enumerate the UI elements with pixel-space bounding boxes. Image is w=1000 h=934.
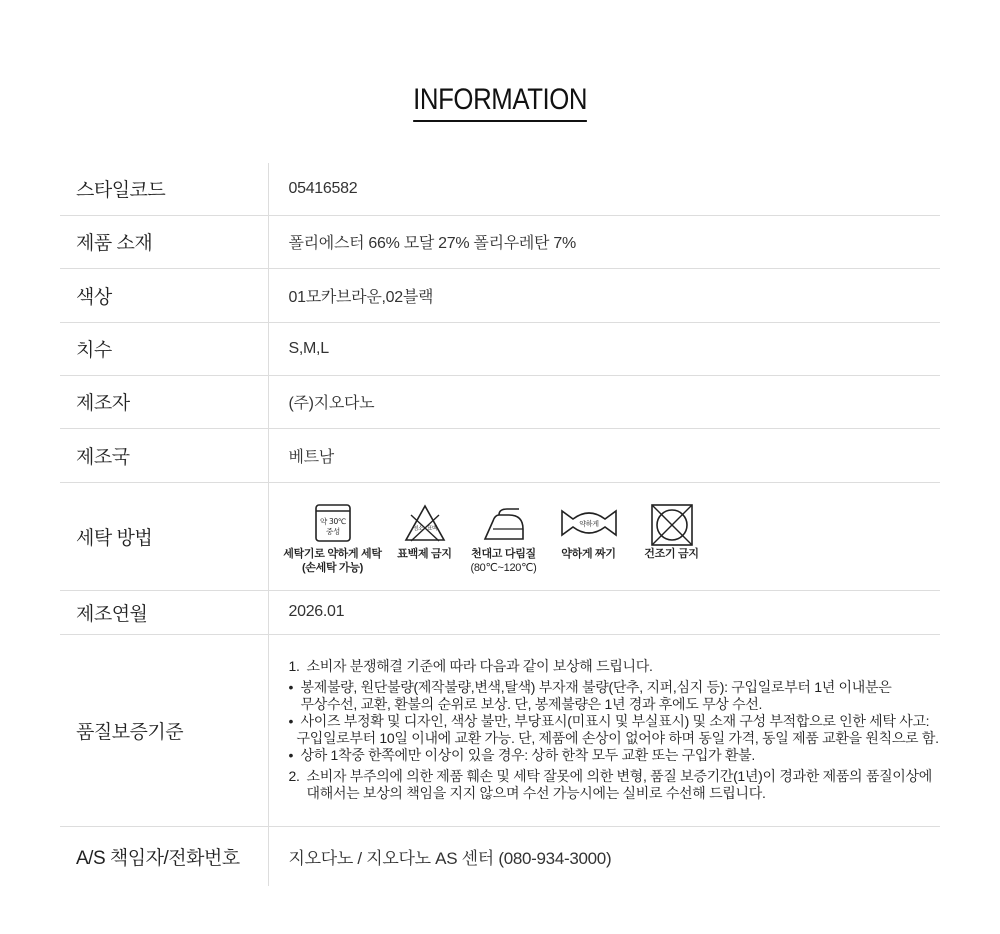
label-maker: 제조자 — [60, 375, 268, 428]
row-color — [60, 268, 940, 322]
value-as: 지오다노 / 지오다노 AS 센터 (080-934-3000) — [288, 848, 612, 868]
value-country: 베트남 — [268, 428, 940, 482]
row-date — [60, 590, 940, 634]
care-sub-iron: (80℃~120℃) — [470, 562, 537, 574]
label-country: 제조국 — [60, 428, 268, 482]
value-date: 2026.01 — [268, 590, 940, 634]
care-item-wring — [553, 503, 625, 561]
care-item-iron — [467, 503, 541, 575]
bleach-text-2: 표백 — [426, 526, 437, 532]
iron-icon — [481, 503, 527, 543]
value-wash — [268, 482, 940, 590]
care-item-bleach — [395, 503, 455, 561]
row-quality — [60, 634, 940, 826]
wring-icon — [559, 503, 619, 543]
care-icons — [283, 497, 941, 575]
row-size — [60, 322, 940, 375]
label-color: 색상 — [60, 268, 268, 322]
care-label-wring: 약하게 짜기 — [561, 548, 616, 560]
title-wrap — [0, 82, 1000, 122]
care-item-dryer — [637, 503, 707, 561]
value-style-code: 05416582 — [268, 163, 940, 215]
quality-list — [289, 658, 941, 802]
wring-text: 약하게 — [578, 520, 599, 528]
label-quality: 품질보증기준 — [60, 634, 268, 826]
bleach-text-1: 염소 — [412, 526, 423, 532]
quality-b1-line2: 무상수선, 교환, 환불의 순위로 보상. 단, 봉제불량은 1년 경과 후에도 무상 수선. — [300, 696, 763, 712]
row-maker — [60, 375, 940, 428]
quality-num-2: 2. — [288, 768, 300, 784]
care-label-wash: 세탁기로 약하게 세탁 — [283, 548, 382, 560]
quality-bullet-3 — [289, 747, 941, 764]
row-style-code — [60, 163, 940, 215]
row-country — [60, 428, 940, 482]
wash-tub-icon — [314, 503, 352, 543]
quality-b1-line1: 봉제불량, 원단불량(제작불량,변색,탈색) 부자재 불량(단추, 지퍼,심지 등): 구입일로부터 1년 이내분은 — [300, 679, 892, 695]
quality-b2-line2: 구입일로부터 10일 이내에 교환 가능. 단, 제품에 손상이 없어야 하며 동일 가격, 동일 제품 교환을 원칙으로 함. — [296, 730, 939, 746]
info-table — [60, 163, 940, 886]
label-size: 치수 — [60, 322, 268, 375]
care-label-dryer: 건조기 금지 — [644, 548, 699, 560]
care-label-bleach: 표백제 금지 — [397, 548, 452, 560]
row-wash — [60, 482, 940, 590]
label-style-code: 스타일코드 — [60, 163, 268, 215]
quality-b2-line1: 사이즈 부정확 및 디자인, 색상 불만, 부당표시(미표시 및 부실표시) 및 소재 구성 부적합으로 인한 세탁 사고: — [300, 713, 930, 729]
bullet-2: • — [288, 713, 294, 729]
label-date: 제조연월 — [60, 590, 268, 634]
quality-item-2 — [289, 768, 941, 785]
label-wash: 세탁 방법 — [60, 482, 268, 590]
value-material: 폴리에스터 66% 모달 27% 폴리우레탄 7% — [268, 215, 940, 268]
wash-temp-text: 약 30℃ — [319, 517, 346, 526]
quality-text-2-line2: 대해서는 보상의 책임을 지지 않으며 수선 가능시에는 실비로 수선해 드립니다. — [306, 785, 766, 801]
no-tumble-dry-icon — [650, 503, 694, 547]
label-material: 제품 소재 — [60, 215, 268, 268]
quality-num-1: 1. — [288, 658, 300, 674]
quality-bullet-2 — [289, 713, 941, 730]
row-material — [60, 215, 940, 268]
value-maker: (주)지오다노 — [268, 375, 940, 428]
care-sub-wash: (손세탁 가능) — [301, 562, 364, 574]
wash-detergent-text: 중성 — [325, 527, 340, 536]
value-color: 01모카브라운,02블랙 — [268, 268, 940, 322]
value-size: S,M,L — [268, 322, 940, 375]
care-label-iron: 천대고 다림질 — [471, 548, 536, 560]
quality-b3-line1: 상하 1착중 한쪽에만 이상이 있을 경우: 상하 한착 모두 교환 또는 구입가 환불. — [300, 747, 755, 763]
quality-item-1 — [289, 658, 941, 675]
page-title: INFORMATION — [413, 82, 587, 122]
quality-text-2-line1: 소비자 부주의에 의한 제품 훼손 및 세탁 잘못에 의한 변형, 품질 보증기간(1년)이 경과한 제품의 품질이상에 — [306, 768, 932, 784]
care-item-wash — [283, 503, 383, 575]
no-bleach-icon — [403, 503, 447, 543]
quality-bullet-1 — [289, 679, 941, 696]
label-as: A/S 책임자/전화번호 — [60, 826, 268, 886]
bullet-3: • — [288, 747, 294, 763]
value-quality — [268, 634, 940, 826]
bullet-1: • — [288, 679, 294, 695]
quality-text-1: 소비자 분쟁해결 기준에 따라 다음과 같이 보상해 드립니다. — [306, 658, 653, 674]
row-as — [60, 826, 940, 886]
